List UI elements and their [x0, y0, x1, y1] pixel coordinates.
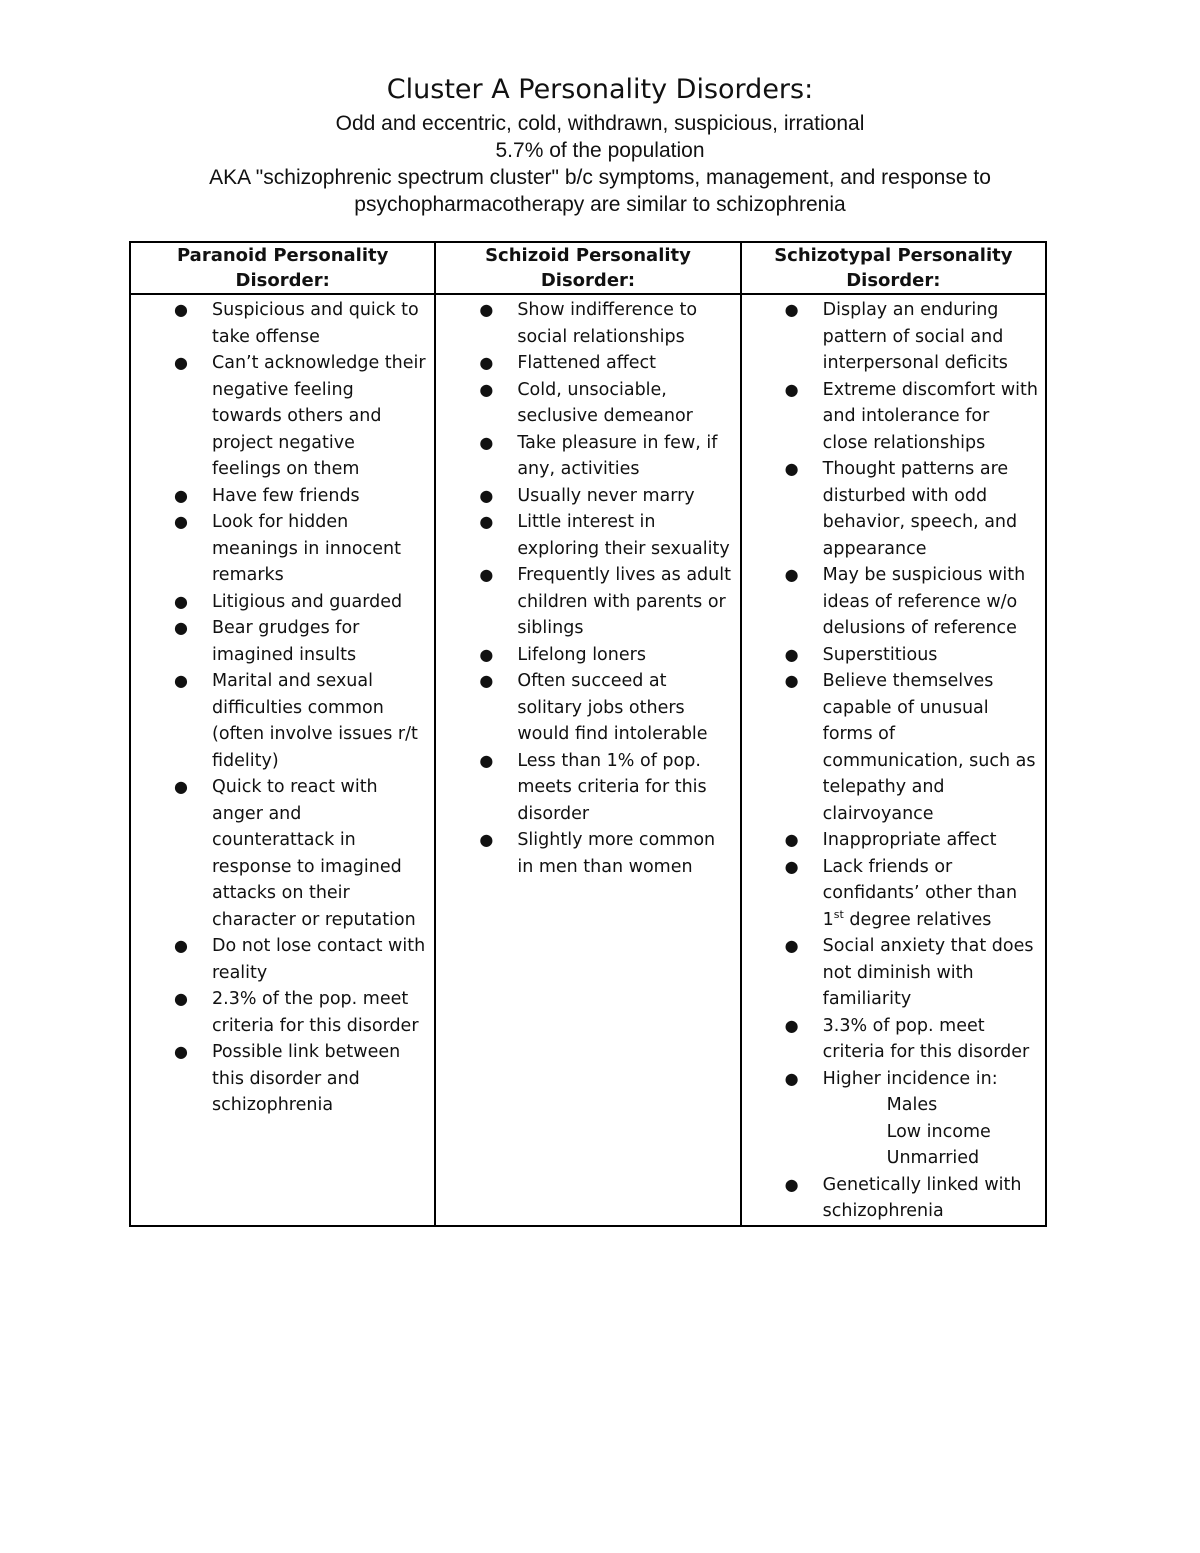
bullet-icon: ●: [174, 671, 188, 690]
bullet-icon: ●: [479, 300, 494, 319]
list-item-text: May be suspicious with ideas of reference w/o delusions of reference: [822, 565, 1026, 638]
list-item-text: Often succeed at solitary jobs others would find intolerable: [517, 671, 708, 744]
column-header-paranoid: [130, 242, 435, 294]
list-item: [742, 642, 1045, 669]
list-item: [131, 589, 434, 616]
list-item-text: Superstitious: [822, 644, 938, 665]
bullet-icon: ●: [479, 379, 494, 399]
list-item-text: Genetically linked with schizophrenia: [822, 1174, 1022, 1221]
list-item-text: Usually never marry: [517, 485, 695, 506]
bullet-icon: ●: [479, 432, 494, 452]
bullet-icon: ●: [174, 618, 188, 637]
bullet-icon: ●: [174, 936, 188, 955]
bullet-icon: ●: [784, 459, 799, 478]
bullet-icon: ●: [479, 644, 494, 664]
subtitle-aka-line-2: psychopharmacotherapy are similar to schizophrenia: [354, 193, 846, 216]
list-item-text: Lack friends or confidants’ other than 1: [822, 856, 1018, 930]
bullet-icon: ●: [784, 1068, 799, 1088]
bullet-icon: ●: [784, 671, 799, 690]
list-item: [742, 456, 1045, 562]
bullet-icon: ●: [784, 936, 799, 955]
list-item: [131, 1039, 434, 1119]
list-item: [436, 297, 739, 350]
column-header-schizoid-line-2: Disorder:: [540, 270, 636, 291]
list-item: [131, 297, 434, 350]
bullet-icon: ●: [479, 512, 494, 531]
list-item: [436, 377, 739, 430]
list-item-text: Inappropriate affect: [822, 830, 997, 850]
list-item: [131, 774, 434, 933]
list-item: [742, 854, 1045, 934]
bullet-icon: ●: [174, 353, 188, 372]
list-item: [742, 1172, 1045, 1225]
column-cell-schizoid: [435, 294, 740, 1226]
bullet-icon: ●: [174, 512, 188, 531]
bullet-icon: ●: [784, 300, 799, 319]
bullet-icon: ●: [174, 1042, 188, 1061]
bullet-icon: ●: [174, 989, 188, 1008]
bullet-icon: ●: [174, 485, 188, 505]
bullet-icon: ●: [784, 565, 799, 584]
column-cell-schizotypal: [741, 294, 1046, 1226]
subtitle-aka-line-1: AKA "schizophrenic spectrum cluster" b/c symptoms, management, and response to: [209, 166, 991, 189]
subtitle-traits: Odd and eccentric, cold, withdrawn, suspicious, irrational: [335, 112, 865, 135]
bullet-icon: ●: [174, 591, 188, 611]
subtitle-prevalence: 5.7% of the population: [495, 139, 705, 162]
list-item: [436, 430, 739, 483]
list-item-text: Higher incidence in:: [822, 1068, 998, 1089]
list-item-text: 3.3% of pop. meet criteria for this disorder: [822, 1015, 1030, 1062]
list-item: [436, 350, 739, 377]
list-item-text: Quick to react with anger and counterattack in response to imagined attacks on their character or reputation: [212, 777, 416, 930]
list-item: [436, 483, 739, 510]
bullet-icon: ●: [784, 379, 799, 399]
list-item: [742, 827, 1045, 854]
list-item-text: Frequently lives as adult children with parents or siblings: [517, 565, 731, 638]
list-item-text: Litigious and guarded: [212, 591, 403, 612]
list-item: [742, 1013, 1045, 1066]
list-item-text: Show indifference to social relationships: [517, 300, 698, 347]
list-item: [742, 377, 1045, 457]
list-item-text: Believe themselves capable of unusual forms of communication, such as telepathy and clairvoyance: [822, 671, 1036, 824]
list-item-text: Do not lose contact with reality: [212, 936, 426, 983]
bullet-icon: ●: [784, 644, 799, 664]
column-cell-paranoid: [130, 294, 435, 1226]
bullet-icon: ●: [479, 671, 494, 690]
column-header-schizoid-line-1: Schizoid Personality: [485, 245, 691, 266]
sub-item: Low income: [886, 1121, 991, 1142]
list-item: [131, 668, 434, 774]
bullet-list-paranoid: [131, 295, 434, 1119]
list-item: [436, 509, 739, 562]
bullet-icon: ●: [479, 353, 494, 372]
bullet-icon: ●: [784, 856, 799, 876]
table-header-row: [130, 242, 1046, 294]
list-item-text: Cold, unsociable, seclusive demeanor: [517, 379, 693, 426]
document-header: [0, 70, 1200, 218]
list-item-text: Possible link between this disorder and schizophrenia: [212, 1042, 401, 1115]
column-header-paranoid-line-2: Disorder:: [235, 270, 330, 291]
list-item-text: Less than 1% of pop. meets criteria for this disorder: [517, 750, 707, 824]
list-item: [436, 668, 739, 748]
list-item-text: Social anxiety that does not diminish with familiarity: [822, 936, 1034, 1009]
list-item: [131, 509, 434, 589]
list-item-text: Marital and sexual difficulties common (often involve issues r/t fidelity): [212, 671, 418, 771]
bullet-icon: ●: [784, 1015, 799, 1035]
bullet-list-schizoid: [436, 295, 739, 880]
page-title: Cluster A Personality Disorders:: [386, 74, 814, 105]
bullet-icon: ●: [479, 830, 494, 849]
list-item: [742, 933, 1045, 1013]
list-item: [742, 297, 1045, 377]
bullet-icon: ●: [479, 485, 494, 505]
list-item-text: Can’t acknowledge their negative feeling towards others and project negative feelings on them: [212, 353, 426, 479]
list-item-text: Slightly more common in men than women: [517, 830, 716, 877]
column-header-schizoid: [435, 242, 740, 294]
list-item: [131, 615, 434, 668]
table-body-row: [130, 294, 1046, 1226]
list-item: [131, 483, 434, 510]
list-item: [131, 350, 434, 483]
bullet-icon: ●: [784, 1174, 799, 1194]
column-header-schizotypal-line-2: Disorder:: [846, 270, 941, 291]
sub-item: Males: [886, 1095, 938, 1115]
list-item: [131, 933, 434, 986]
list-item: [131, 986, 434, 1039]
list-item-text: Extreme discomfort with and intolerance for close relationships: [822, 379, 1038, 453]
disorders-table: [129, 241, 1047, 1227]
column-header-schizotypal-line-1: Schizotypal Personality: [774, 245, 1013, 266]
list-item: [742, 562, 1045, 642]
list-item-text: Little interest in exploring their sexuality: [517, 512, 730, 559]
list-item: [436, 827, 739, 880]
list-item-text: Have few friends: [212, 485, 360, 506]
list-item-text: Suspicious and quick to take offense: [212, 300, 419, 347]
bullet-icon: ●: [174, 777, 188, 796]
bullet-icon: ●: [479, 750, 494, 770]
list-item-text: Take pleasure in few, if any, activities: [517, 432, 718, 479]
list-item: [436, 642, 739, 669]
bullet-icon: ●: [784, 830, 799, 849]
superscript-ordinal: st: [833, 907, 844, 921]
list-item-text: 2.3% of the pop. meet criteria for this disorder: [212, 989, 419, 1036]
list-item-text: Thought patterns are disturbed with odd behavior, speech, and appearance: [822, 459, 1018, 559]
list-item-text: Display an enduring pattern of social and interpersonal deficits: [822, 300, 1008, 373]
bullet-list-schizotypal: [742, 295, 1045, 1225]
list-item-text: Lifelong loners: [517, 644, 646, 665]
list-item-text: Bear grudges for imagined insults: [212, 618, 360, 665]
list-item: [742, 1066, 1045, 1172]
list-item: [436, 748, 739, 828]
list-item: [742, 668, 1045, 827]
sub-item: Unmarried: [886, 1148, 980, 1168]
bullet-icon: ●: [174, 300, 188, 319]
list-item-text: Look for hidden meanings in innocent remarks: [212, 512, 401, 585]
bullet-icon: ●: [479, 565, 494, 584]
column-header-paranoid-line-1: Paranoid Personality: [176, 245, 389, 266]
list-item-text: Flattened affect: [517, 353, 657, 373]
list-item-text-tail: degree relatives: [843, 909, 992, 930]
column-header-schizotypal: [741, 242, 1046, 294]
list-item: [436, 562, 739, 642]
